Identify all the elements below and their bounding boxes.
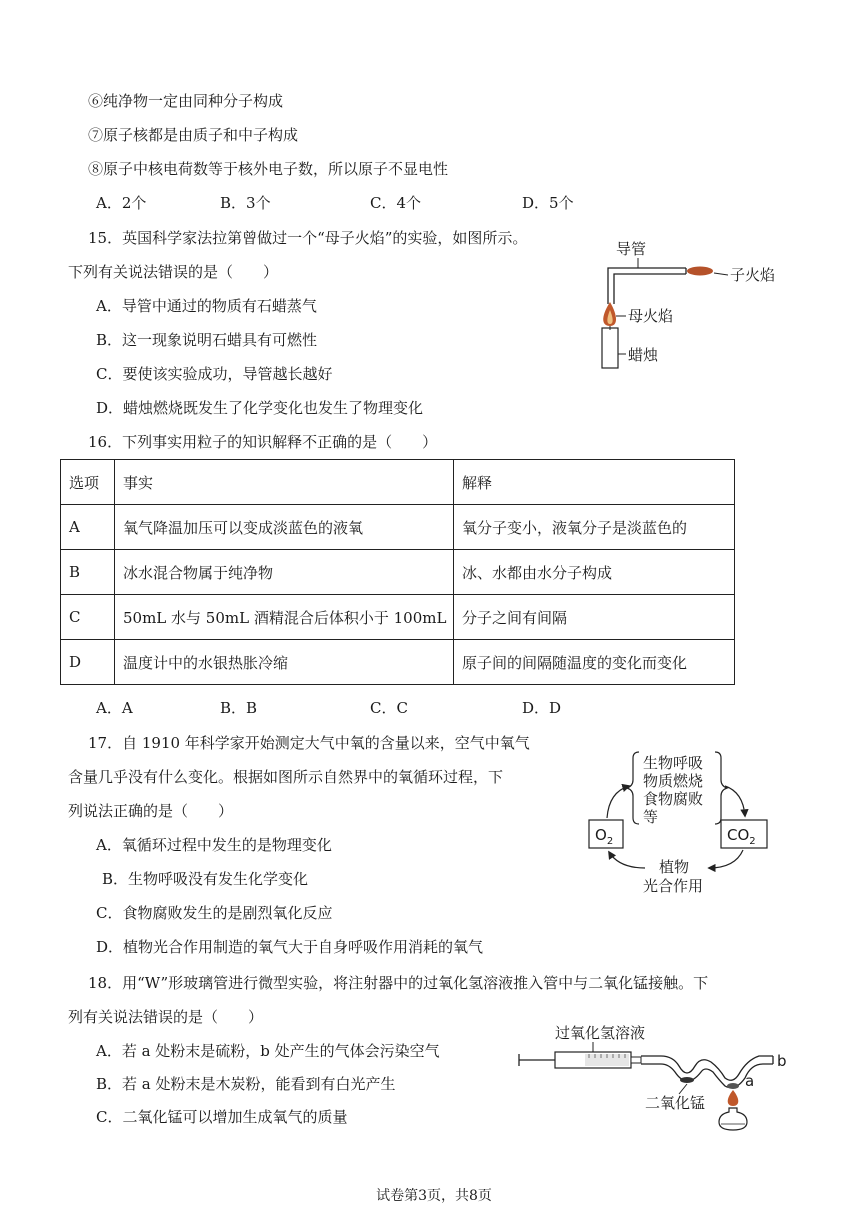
header-explanation: 解释: [454, 460, 735, 505]
process-bracket-left: [627, 752, 639, 824]
q16-option-a: A．A: [96, 699, 133, 717]
process-bracket-right: [715, 752, 727, 824]
q17-stem-line2: 含量几乎没有什么变化。根据如图所示自然界中的氧循环过程，下: [68, 768, 504, 786]
q16-option-d: D．D: [522, 699, 562, 717]
row-b-option: B: [61, 550, 115, 595]
q14-option-b: B．3个: [220, 194, 271, 212]
q15-option-b: B．这一现象说明石蜡具有可燃性: [96, 331, 318, 349]
syringe-nozzle: [631, 1057, 641, 1063]
process-etc: 等: [643, 808, 659, 826]
q18-option-c: C．二氧化锰可以增加生成氧气的质量: [96, 1108, 348, 1126]
row-d-fact: 温度计中的水银热胀冷缩: [115, 640, 454, 685]
row-a-explanation: 氧分子变小，液氧分子是淡蓝色的: [454, 505, 735, 550]
table-header-row: [61, 460, 735, 505]
process-combustion: 物质燃烧: [643, 772, 704, 790]
table-row: [61, 640, 735, 685]
row-c-fact: 50mL 水与 50mL 酒精混合后体积小于 100mL: [115, 595, 454, 640]
table-row: [61, 505, 735, 550]
mother-flame-label: 母火焰: [628, 307, 674, 325]
arrow-processes-to-co2: [725, 786, 745, 816]
powder-a: [727, 1083, 739, 1089]
mno2-powder: [680, 1077, 694, 1083]
q14-option-a: A．2个: [96, 194, 147, 212]
process-decay: 食物腐败: [643, 790, 704, 808]
statement-8: ⑧原子中核电荷数等于核外电子数，所以原子不显电性: [88, 160, 449, 178]
alcohol-burner: [719, 1108, 747, 1130]
row-c-option: C: [61, 595, 115, 640]
row-a-option: A: [61, 505, 115, 550]
q15-stem-line1: 15．英国科学家法拉第曾做过一个“母子火焰”的实验，如图所示。: [88, 229, 528, 247]
tube-label: 导管: [616, 240, 647, 258]
arrow-o2-to-processes: [607, 786, 629, 818]
arrow-co2-to-plants: [709, 850, 743, 868]
row-d-explanation: 原子间的间隔随温度的变化而变化: [454, 640, 735, 685]
header-option: 选项: [61, 460, 115, 505]
o2-label: $O_2$: [595, 826, 614, 847]
photosynthesis-label: 光合作用: [643, 877, 704, 895]
q14-option-d: D．5个: [522, 194, 574, 212]
statement-7: ⑦原子核都是由质子和中子构成: [88, 126, 299, 144]
q17-option-c: C．食物腐败发生的是剧烈氧化反应: [96, 904, 333, 922]
table-row: [61, 595, 735, 640]
facts-table: [60, 459, 735, 685]
header-fact: 事实: [115, 460, 454, 505]
burner-flame: [728, 1090, 739, 1106]
row-b-fact: 冰水混合物属于纯净物: [115, 550, 454, 595]
w-tube-apparatus-figure: [515, 1020, 795, 1132]
q17-stem-line1: 17．自 1910 年科学家开始测定大气中氧的含量以来，空气中氧气: [88, 734, 530, 752]
arrow-plants-to-o2: [609, 852, 645, 868]
row-b-explanation: 冰、水都由水分子构成: [454, 550, 735, 595]
q16-stem: 16．下列事实用粒子的知识解释不正确的是（ ）: [88, 433, 438, 451]
table-row: [61, 550, 735, 595]
q18-option-b: B．若 a 处粉末是木炭粉，能看到有白光产生: [96, 1075, 396, 1093]
q15-option-d: D．蜡烛燃烧既发生了化学变化也发生了物理变化: [96, 399, 424, 417]
statement-6: ⑥纯净物一定由同种分子构成: [88, 92, 284, 110]
row-d-option: D: [61, 640, 115, 685]
label-b: b: [777, 1052, 787, 1070]
q17-option-a: A．氧循环过程中发生的是物理变化: [96, 836, 332, 854]
candle: [602, 328, 618, 368]
q14-option-c: C．4个: [370, 194, 422, 212]
candle-label: 蜡烛: [628, 346, 659, 364]
q18-stem-line2: 列有关说法错误的是（ ）: [68, 1008, 264, 1026]
oxygen-cycle-figure: [585, 746, 775, 898]
h2o2-label: 过氧化氢溶液: [555, 1024, 646, 1042]
co2-label: $CO_2$: [727, 826, 756, 847]
mother-child-flame-figure: [590, 234, 800, 374]
process-respiration: 生物呼吸: [643, 754, 704, 772]
mno2-label: 二氧化锰: [645, 1094, 706, 1112]
q18-option-a: A．若 a 处粉末是硫粉，b 处产生的气体会污染空气: [96, 1042, 440, 1060]
label-a: a: [745, 1072, 755, 1090]
glass-tube: [608, 268, 686, 304]
row-a-fact: 氧气降温加压可以变成淡蓝色的液氧: [115, 505, 454, 550]
row-c-explanation: 分子之间有间隔: [454, 595, 735, 640]
q17-stem-line3: 列说法正确的是（ ）: [68, 802, 234, 820]
page-footer: 试卷第3页，共8页: [376, 1188, 492, 1204]
q17-option-d: D．植物光合作用制造的氧气大于自身呼吸作用消耗的氧气: [96, 938, 484, 956]
q15-option-c: C．要使该实验成功，导管越长越好: [96, 365, 333, 383]
child-flame-leader: [714, 273, 728, 275]
q15-option-a: A．导管中通过的物质有石蜡蒸气: [96, 297, 317, 315]
child-flame: [687, 267, 713, 276]
q16-option-c: C．C: [370, 699, 408, 717]
q15-stem-line2: 下列有关说法错误的是（ ）: [68, 263, 279, 281]
plant-label: 植物: [659, 858, 690, 876]
child-flame-label: 子火焰: [730, 266, 776, 284]
q16-option-b: B．B: [220, 699, 258, 717]
q17-option-b: B．生物呼吸没有发生化学变化: [102, 870, 309, 888]
q18-stem-line1: 18．用“W”形玻璃管进行微型实验，将注射器中的过氧化氢溶液推入管中与二氧化锰接触。下: [88, 974, 709, 992]
